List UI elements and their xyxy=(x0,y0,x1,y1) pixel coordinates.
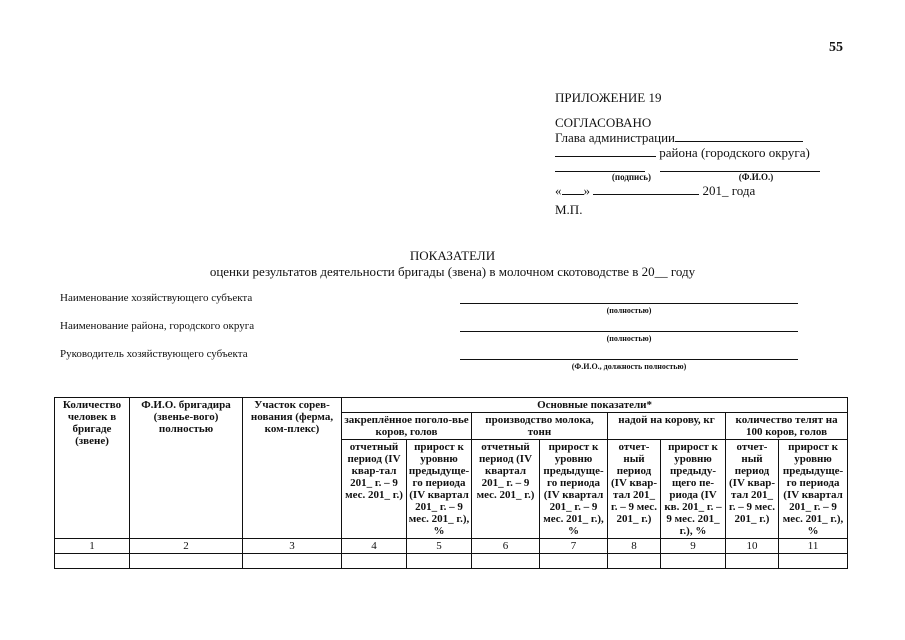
header-sub-period: отчет-ный период (IV квар-тал 201_ г. – 9 мес. 201_ г.) xyxy=(608,440,661,539)
column-number-row xyxy=(55,539,848,554)
date-open-quote: « xyxy=(555,183,562,198)
district-label: района (городского округа) xyxy=(659,145,810,160)
header-sub-growth: прирост к уровню предыду-щего пе-риода (IV кв. 201_ г. – 9 мес. 201_ г.), % xyxy=(661,440,726,539)
table-cell[interactable] xyxy=(243,554,342,569)
document-title: ПОКАЗАТЕЛИ xyxy=(409,248,496,263)
column-number: 8 xyxy=(608,539,661,554)
appendix-label: ПРИЛОЖЕНИЕ 19 xyxy=(555,90,662,105)
table-cell[interactable] xyxy=(130,554,243,569)
column-number: 7 xyxy=(540,539,608,554)
name-caption: (Ф.И.О.) xyxy=(738,172,774,182)
column-number: 10 xyxy=(726,539,779,554)
signature-caption: (подпись) xyxy=(611,172,651,182)
field-line-entity xyxy=(460,303,798,304)
table-cell[interactable] xyxy=(472,554,540,569)
field-caption-district: (полностью) xyxy=(606,334,652,343)
district-blank xyxy=(555,145,656,157)
field-line-district xyxy=(460,331,798,332)
field-label-head: Руководитель хозяйствующего субъекта xyxy=(60,348,248,360)
date-month-blank xyxy=(593,183,699,195)
indicators-table xyxy=(54,397,848,569)
field-label-entity: Наименование хозяйствующего субъекта xyxy=(60,292,253,304)
table-cell[interactable] xyxy=(55,554,130,569)
head-blank xyxy=(675,130,803,142)
header-group-yield: надой на корову, кг xyxy=(608,413,726,440)
field-caption-entity: (полностью) xyxy=(606,306,652,315)
column-number: 5 xyxy=(407,539,472,554)
header-competition-site: Участок сорев-нования (ферма, ком-плекс) xyxy=(243,398,342,539)
header-main-indicators: Основные показатели* xyxy=(342,398,848,413)
table-cell[interactable] xyxy=(726,554,779,569)
field-label-district: Наименование района, городского округа xyxy=(60,320,255,332)
approval-block xyxy=(555,90,820,217)
table-cell[interactable] xyxy=(407,554,472,569)
column-number: 2 xyxy=(130,539,243,554)
header-people-count: Количество человек в бригаде (звене) xyxy=(55,398,130,539)
signature-captions xyxy=(555,172,820,183)
table-cell[interactable] xyxy=(608,554,661,569)
header-group-calves: количество телят на 100 коров, голов xyxy=(726,413,848,440)
column-number: 9 xyxy=(661,539,726,554)
head-line xyxy=(555,130,820,145)
header-sub-period: отчетный период (IV квартал 201_ г. – 9 мес. 201_ г.) xyxy=(472,440,540,539)
header-group-livestock: закреплённое поголо-вье коров, голов xyxy=(342,413,472,440)
table-cell[interactable] xyxy=(342,554,407,569)
signature-blank xyxy=(555,160,645,172)
table-row xyxy=(55,554,848,569)
header-sub-growth: прирост к уровню предыдуще-го периода (IV квартал 201_ г. – 9 мес. 201_ г.), % xyxy=(540,440,608,539)
table-cell[interactable] xyxy=(779,554,848,569)
agreed-label: СОГЛАСОВАНО xyxy=(555,115,652,130)
header-sub-growth: прирост к уровню предыдуще-го периода (IV квартал 201_ г. – 9 мес. 201_ г.), % xyxy=(407,440,472,539)
date-line xyxy=(555,183,820,198)
column-number: 4 xyxy=(342,539,407,554)
table-cell[interactable] xyxy=(540,554,608,569)
seal-label: М.П. xyxy=(555,202,583,217)
column-number: 3 xyxy=(243,539,342,554)
header-sub-period: отчетный период (IV квар-тал 201_ г. – 9 мес. 201_ г.) xyxy=(342,440,407,539)
field-line-head xyxy=(460,359,798,360)
header-sub-period: отчет-ный период (IV квар-тал 201_ г. – 9 мес. 201_ г.) xyxy=(726,440,779,539)
field-caption-head: (Ф.И.О., должность полностью) xyxy=(571,362,687,371)
header-sub-growth: прирост к уровню предыдуще-го периода (IV квартал 201_ г. – 9 мес. 201_ г.), % xyxy=(779,440,848,539)
column-number: 11 xyxy=(779,539,848,554)
column-number: 1 xyxy=(55,539,130,554)
header-group-milk: производство молока, тонн xyxy=(472,413,608,440)
document-subtitle: оценки результатов деятельности бригады (звена) в молочном скотоводстве в 20__ году xyxy=(209,264,696,279)
head-label: Глава администрации xyxy=(555,130,676,145)
year-label: 201_ года xyxy=(702,183,756,198)
page-number: 55 xyxy=(829,40,843,55)
district-line xyxy=(555,145,820,160)
date-close-quote: » xyxy=(583,183,590,198)
name-blank xyxy=(660,160,820,172)
column-number: 6 xyxy=(472,539,540,554)
date-day-blank xyxy=(562,183,584,195)
header-foreman-name: Ф.И.О. бригадира (звенье-вого) полностью xyxy=(130,398,243,539)
table-cell[interactable] xyxy=(661,554,726,569)
signature-lines xyxy=(555,160,820,172)
